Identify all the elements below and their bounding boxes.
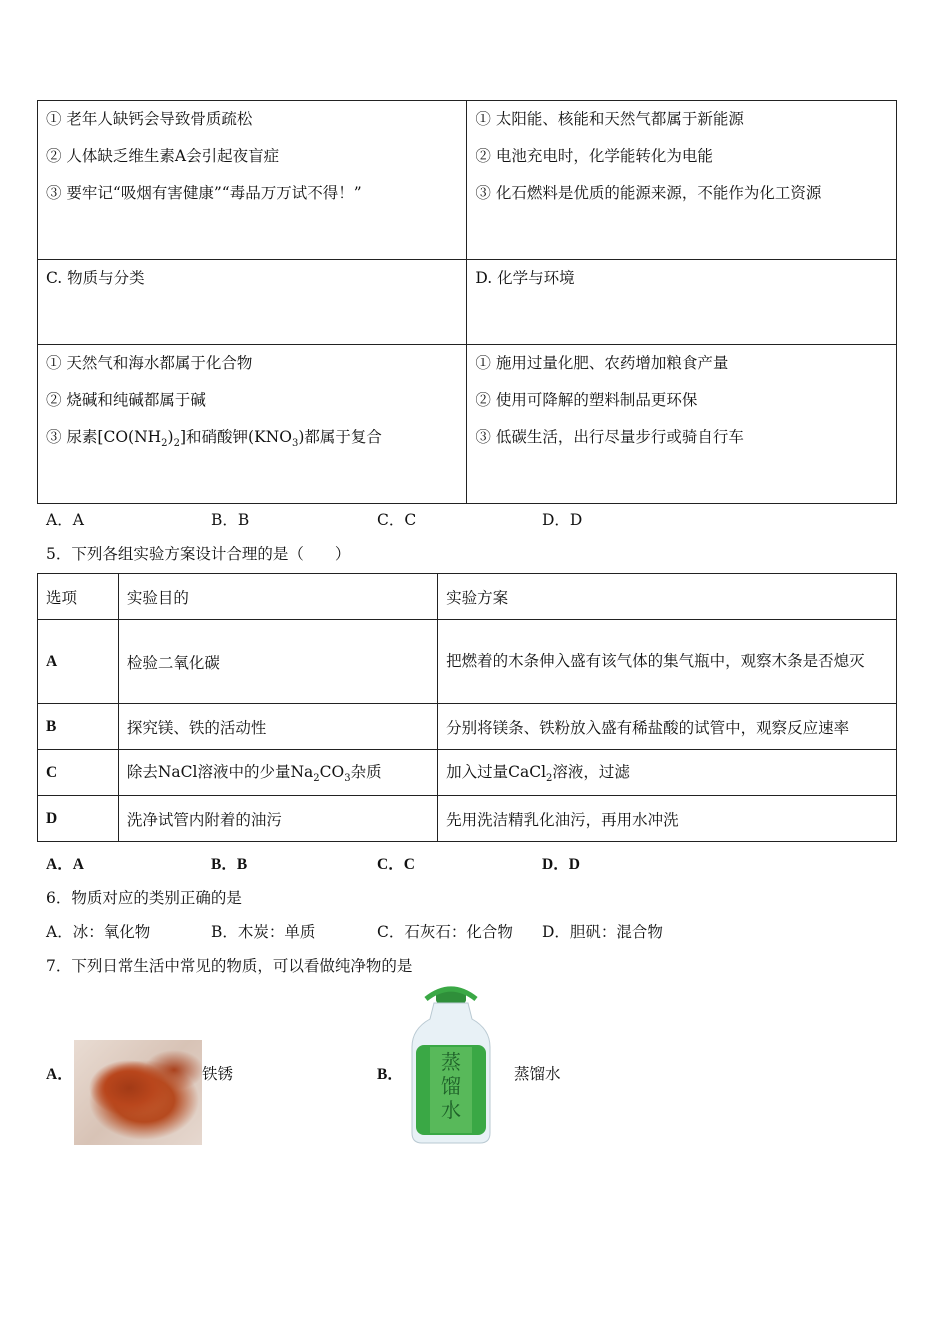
q5-option-c[interactable]: C．C — [377, 856, 415, 873]
health-item-2: ② 人体缺乏维生素A会引起夜盲症 — [46, 147, 280, 165]
env-item-2: ② 使用可降解的塑料制品更环保 — [475, 391, 698, 409]
q5-row-b-purpose: 探究镁、铁的活动性 — [118, 704, 437, 750]
q5-table — [37, 573, 897, 842]
rust-image — [74, 1040, 202, 1145]
cell-c-header — [38, 260, 467, 345]
class-item-2: ② 烧碱和纯碱都属于碱 — [46, 391, 206, 409]
q5-option-b[interactable]: B．B — [211, 856, 248, 873]
q5-row-a-purpose: 检验二氧化碳 — [118, 620, 437, 704]
health-item-1: ① 老年人缺钙会导致骨质疏松 — [46, 110, 253, 128]
q5-row-c-purpose: 除去NaCl溶液中的少量$Na_2CO_3$杂质 — [118, 750, 437, 796]
env-item-3: ③ 低碳生活，出行尽量步行或骑自行车 — [475, 428, 744, 446]
q6-option-c[interactable]: C．石灰石：化合物 — [377, 923, 513, 941]
q4-option-d[interactable]: D．D — [542, 511, 583, 529]
q5-row-d-purpose: 洗净试管内附着的油污 — [118, 796, 437, 842]
q5-row-b-option: B — [38, 704, 119, 750]
q5-row-d-plan: 先用洗洁精乳化油污，再用水冲洗 — [438, 796, 897, 842]
energy-item-1: ① 太阳能、核能和天然气都属于新能源 — [475, 110, 744, 128]
energy-item-2: ② 电池充电时，化学能转化为电能 — [475, 147, 713, 165]
q7-option-a-text: 铁锈 — [202, 1065, 234, 1083]
d-header: D. 化学与环境 — [475, 269, 575, 287]
q7-option-b-label[interactable]: B． — [377, 1066, 403, 1083]
cell-energy — [467, 101, 897, 260]
cell-environment — [467, 345, 897, 504]
q6-option-b[interactable]: B．木炭：单质 — [211, 923, 316, 941]
distilled-water-bottle-image — [406, 985, 496, 1145]
q5-row-d-option: D — [38, 796, 119, 842]
q4-option-c[interactable]: C．C — [377, 511, 417, 529]
q7-option-a-label[interactable]: A． — [46, 1066, 73, 1083]
cell-classification — [38, 345, 467, 504]
q5-row-a-option: A — [38, 620, 119, 704]
class-item-1: ① 天然气和海水都属于化合物 — [46, 354, 253, 372]
q5-header-purpose: 实验目的 — [118, 574, 437, 620]
c-header: C. 物质与分类 — [46, 269, 145, 287]
q4-option-b[interactable]: B．B — [211, 511, 250, 529]
q5-row-b-plan: 分别将镁条、铁粉放入盛有稀盐酸的试管中，观察反应速率 — [438, 704, 897, 750]
bottle-char-2: 馏 — [441, 1074, 461, 1098]
q5-option-d[interactable]: D．D — [542, 856, 580, 873]
q5-row-c-plan: 加入过量CaCl$_2$溶液，过滤 — [438, 750, 897, 796]
energy-item-3: ③ 化石燃料是优质的能源来源，不能作为化工资源 — [475, 184, 822, 202]
bottle-char-3: 水 — [441, 1098, 461, 1122]
bottle-char-1: 蒸 — [441, 1050, 461, 1074]
q7-stem: 7．下列日常生活中常见的物质，可以看做纯净物的是 — [46, 957, 413, 975]
q5-option-a[interactable]: A．A — [46, 856, 84, 873]
q5-row-a-plan: 把燃着的木条伸入盛有该气体的集气瓶中，观察木条是否熄灭 — [438, 620, 897, 704]
q5-stem: 5．下列各组实验方案设计合理的是（ ） — [46, 545, 351, 563]
q4-table — [37, 100, 897, 504]
q5-header-option: 选项 — [38, 574, 119, 620]
q6-option-d[interactable]: D．胆矾：混合物 — [542, 923, 663, 941]
q5-header-plan: 实验方案 — [438, 574, 897, 620]
env-item-1: ① 施用过量化肥、农药增加粮食产量 — [475, 354, 729, 372]
q5-row-c-option: C — [38, 750, 119, 796]
q7-option-b-text: 蒸馏水 — [514, 1065, 561, 1083]
q6-stem: 6．物质对应的类别正确的是 — [46, 889, 242, 907]
q4-option-a[interactable]: A．A — [46, 511, 84, 529]
cell-health — [38, 101, 467, 260]
cell-d-header — [467, 260, 897, 345]
q6-option-a[interactable]: A．冰：氧化物 — [46, 923, 151, 941]
class-item-3: ③ 尿素$[CO(NH_2)_2]$和硝酸钾$(KNO_3)$都属于复合 — [46, 428, 382, 450]
health-item-3: ③ 要牢记“吸烟有害健康”“毒品万万试不得！” — [46, 184, 362, 202]
